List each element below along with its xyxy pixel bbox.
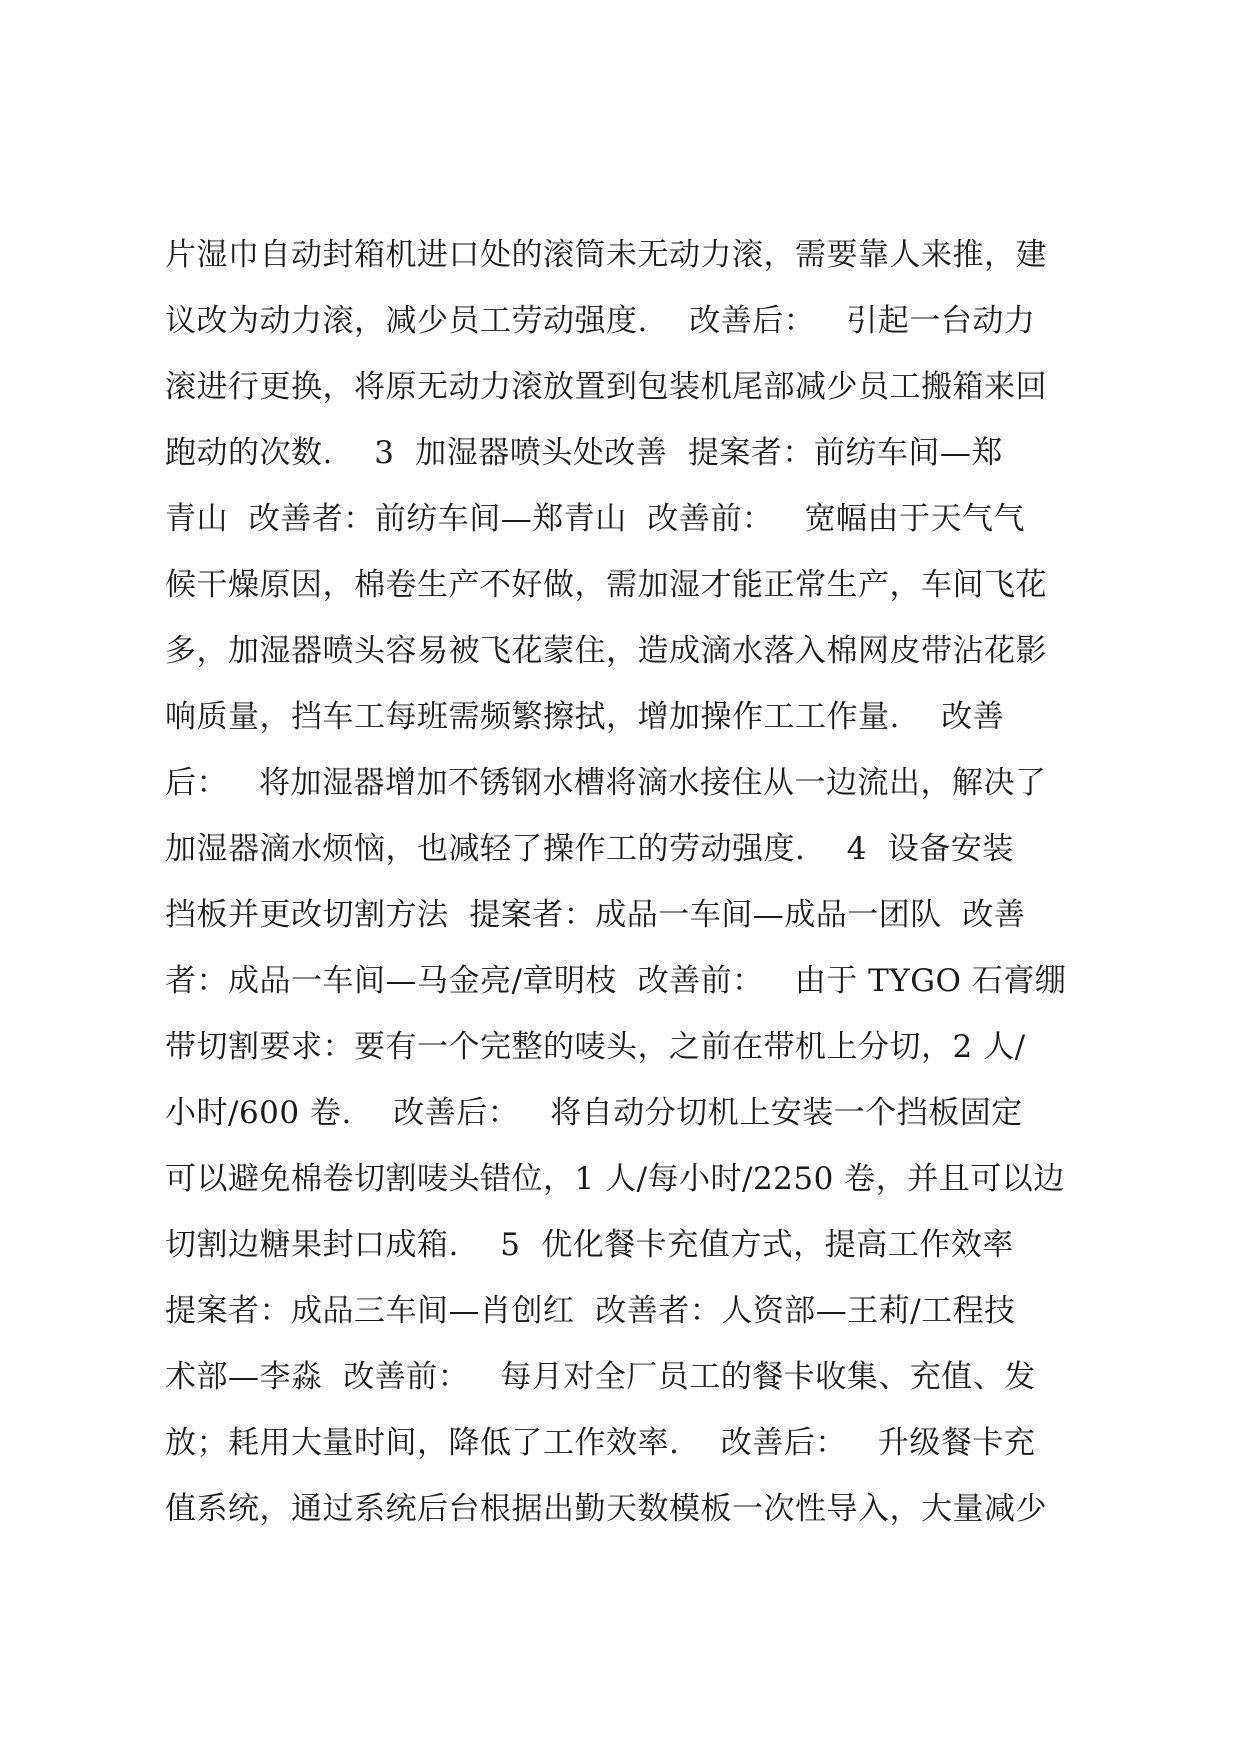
text-line: 提案者：成品三车间—肖创红 改善者：人资部—王莉/工程技 (165, 1293, 1016, 1329)
text-line: 响质量，挡车工每班需频繁擦拭，增加操作工工作量. 改善 (165, 699, 1005, 735)
text-line: 候干燥原因，棉卷生产不好做，需加湿才能正常生产，车间飞花 (165, 567, 1047, 603)
text-line: 青山 改善者：前纺车间—郑青山 改善前： 宽幅由于天气气 (165, 501, 1025, 537)
text-line: 跑动的次数. 3 加湿器喷头处改善 提案者：前纺车间—郑 (165, 435, 1003, 471)
text-line: 后： 将加湿器增加不锈钢水槽将滴水接住从一边流出，解决了 (165, 765, 1047, 801)
text-line: 加湿器滴水烦恼，也减轻了操作工的劳动强度. 4 设备安装 (165, 831, 1014, 867)
text-line: 滚进行更换，将原无动力滚放置到包装机尾部减少员工搬箱来回 (165, 369, 1047, 405)
text-line: 议改为动力滚，减少员工劳动强度. 改善后： 引起一台动力 (165, 303, 1036, 339)
text-line: 片湿巾自动封箱机进口处的滚筒未无动力滚，需要靠人来推，建 (165, 237, 1047, 273)
text-line: 者：成品一车间—马金亮/章明枝 改善前： 由于 TYGO 石膏绷 (165, 963, 1067, 999)
text-line: 挡板并更改切割方法 提案者：成品一车间—成品一团队 改善 (165, 897, 1026, 933)
text-line: 术部—李淼 改善前： 每月对全厂员工的餐卡收集、充值、发 (165, 1359, 1036, 1395)
text-line: 值系统，通过系统后台根据出勤天数模板一次性导入，大量减少 (165, 1491, 1047, 1527)
body-text (165, 222, 1095, 1542)
text-line: 带切割要求：要有一个完整的唛头，之前在带机上分切，2 人/ (165, 1029, 1026, 1065)
text-line: 多，加湿器喷头容易被飞花蒙住，造成滴水落入棉网皮带沾花影 (165, 633, 1047, 669)
text-line: 可以避免棉卷切割唛头错位，1 人/每小时/2250 卷，并且可以边 (165, 1161, 1065, 1197)
text-line: 放；耗用大量时间，降低了工作效率. 改善后： 升级餐卡充 (165, 1425, 1036, 1461)
text-line: 小时/600 卷. 改善后： 将自动分切机上安装一个挡板固定 (165, 1095, 1023, 1131)
text-line: 切割边糖果封口成箱. 5 优化餐卡充值方式，提高工作效率 (165, 1227, 1014, 1263)
